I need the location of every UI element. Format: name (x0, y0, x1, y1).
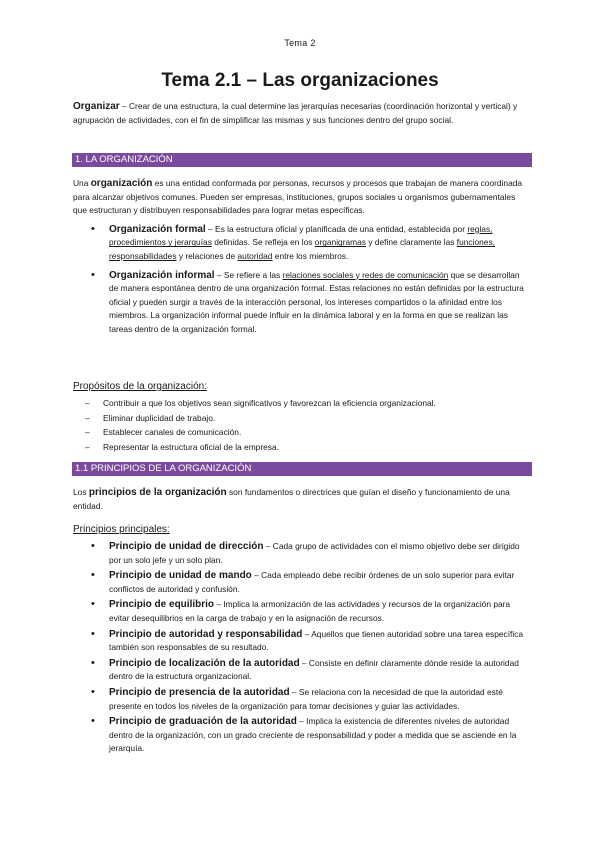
principles-term: principios de la organización (88, 487, 227, 498)
organization-term: organización (90, 178, 153, 189)
principle-term: Principio de unidad de mando (109, 570, 252, 582)
principles-heading: Principios principales: (73, 524, 170, 535)
purpose-item: – Establecer canales de comunicación. (73, 425, 531, 440)
principle-text: – Se relaciona con la necesidad de que la autoridad esté presente en todos los niveles de la organización para tomar decisiones y guiar las actividades. (109, 686, 503, 711)
principle-term: Principio de autoridad y responsabilidad (109, 628, 303, 640)
purposes-list (73, 396, 531, 454)
principle-text: – Implica la armonización de las actividades y recursos de la organización para evitar desequilibrios en la carga de trabajo y en la asignación de recursos. (109, 599, 511, 623)
purposes-block (73, 396, 531, 454)
principle-item (91, 540, 531, 567)
intro-term: Organizar (73, 101, 120, 112)
list-item-informal: • Organización informal – Se refiere a las relaciones sociales y redes de comunicación que se desarrollan de manera espontánea dentro de una organización formal. Estas relaciones no están definidas por la estructura oficial y pueden surgir a través de la interacción personal, los intereses compartidos o la afinidad entre los miembros. La organización informal puede influir en la dinámica laboral y en la forma en que se realizan las tareas dentro de la organización formal. (91, 269, 531, 337)
principle-term: Principio de graduación de la autoridad (109, 716, 297, 728)
purpose-item: – Eliminar duplicidad de trabajo. (73, 411, 531, 426)
principle-item (91, 598, 531, 625)
intro-paragraph (73, 100, 531, 127)
list-item-formal: • Organización formal – Es la estructura oficial y planificada de una entidad, establecida por reglas, procedimientos y jerarquías definidas. Se refleja en los organigramas y define claramente las funciones, responsabilidades y relaciones de autoridad entre los miembros. (91, 223, 531, 264)
principles-intro: Los principios de la organización son fundamentos o directrices que guían el diseño y funcionamiento de una entidad. (73, 487, 510, 511)
principle-term: Principio de localización de la autoridad (109, 657, 300, 669)
principle-term: Principio de unidad de dirección (109, 541, 264, 552)
organization-types-list (91, 223, 531, 337)
purpose-item: – Contribuir a que los objetivos sean significativos y favorezcan la eficiencia organizacional. (73, 396, 531, 411)
formal-term: Organización formal (109, 223, 206, 235)
principle-text: – Implica la existencia de diferentes niveles de autoridad dentro de la organización, con un grado creciente de responsabilidad y poder a medida que se asciende en la jerarquía. (109, 716, 517, 754)
informal-term: Organización informal (109, 269, 215, 281)
intro-text: – Crear de una estructura, la cual determine las jerarquías necesarias (coordinación horizontal y vertical) y agrupación de actividades, con el fin de simplificar las mismas y sus funciones dentro del grupo social. (73, 101, 518, 125)
principle-text: – Consiste en definir claramente dónde reside la autoridad dentro de la estructura organizacional. (109, 657, 519, 682)
section-heading-organizacion: 1. LA ORGANIZACIÓN (72, 153, 532, 167)
principle-item (91, 686, 531, 713)
principle-item (91, 657, 531, 684)
principle-text: – Cada grupo de actividades con el mismo objetivo debe ser dirigido por un solo jefe y un solo plan. (109, 541, 520, 565)
organization-section (73, 177, 531, 337)
principle-item (91, 569, 531, 596)
principle-term: Principio de equilibrio (109, 599, 215, 611)
principle-item (91, 715, 531, 756)
page-title: Tema 2.1 – Las organizaciones (161, 70, 439, 91)
page-header: Tema 2 (284, 38, 316, 48)
principle-item (91, 628, 531, 655)
principle-text: – Cada empleado debe recibir órdenes de un solo superior para evitar conflictos de autoridad y confusión. (109, 570, 515, 594)
principle-term: Principio de presencia de la autoridad (109, 686, 290, 698)
purposes-heading: Propósitos de la organización: (73, 381, 207, 392)
principles-list (91, 540, 531, 756)
principles-block (73, 540, 531, 758)
purpose-item: – Representar la estructura oficial de la empresa. (73, 440, 531, 455)
organization-definition: Una organización es una entidad conformada por personas, recursos y procesos que trabajan de manera coordinada para alcanzar objetivos comunes. Pueden ser empresas, instituciones, grupos sociales u organismos gubernamentales que estructuran y distribuyen responsabilidades para lograr metas específicas. (73, 178, 523, 216)
section-heading-principios: 1.1 PRINCIPIOS DE LA ORGANIZACIÓN (72, 462, 532, 476)
principle-text: – Aquellos que tienen autoridad sobre una tarea específica también son responsables de su resultado. (109, 628, 524, 653)
